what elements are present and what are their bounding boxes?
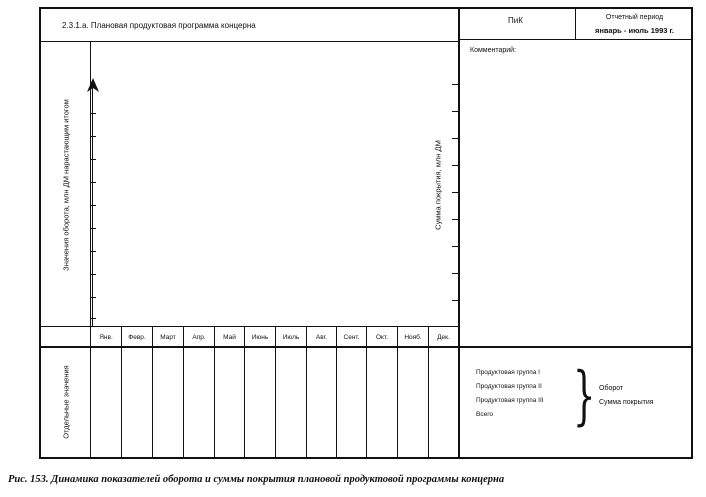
y-tick — [90, 297, 96, 298]
right-y-tick — [452, 219, 458, 220]
right-y-tick — [452, 246, 458, 247]
right-y-tick — [452, 111, 458, 112]
y-tick — [90, 274, 96, 275]
right-axis-label: Сумма покрытия, млн ДМ — [433, 140, 443, 230]
month-label-sep: Сент. — [343, 333, 360, 341]
right-y-tick — [452, 165, 458, 166]
month-label-oct: Окт. — [375, 333, 389, 341]
figure-caption: Рис. 153. Динамика показателей оборота и суммы покрытия плановой продуктовой программы концерна — [8, 474, 505, 485]
month-label-jul: Июль — [282, 333, 300, 341]
right-y-tick — [452, 300, 458, 301]
y-axis-arrow-icon — [87, 78, 99, 92]
legend-turnover: Оборот — [599, 385, 624, 392]
right-y-tick — [452, 273, 458, 274]
y-axis-line — [92, 88, 93, 326]
month-label-aug: Авг. — [315, 333, 328, 341]
month-label-apr: Апр. — [192, 333, 206, 341]
header-divider-right — [575, 7, 576, 40]
left-axis-label: Значения оборота, млн ДМ нарастающим итогом — [61, 99, 71, 271]
y-tick — [90, 318, 96, 319]
doc-title: 2.3.1.а. Плановая продуктовая программа концерна — [62, 21, 256, 30]
y-tick — [90, 136, 96, 137]
bottom-row-label: Отдельные значения — [61, 365, 71, 439]
right-y-tick — [452, 84, 458, 85]
month-label-feb: Февр. — [128, 333, 146, 341]
header-bottom-line-right — [459, 39, 693, 40]
month-label-jan: Янв. — [99, 333, 113, 341]
month-label-dec: Дек. — [437, 333, 450, 341]
period-value: январь - июль 1993 г. — [595, 26, 674, 35]
brace-icon: } — [573, 359, 596, 433]
legend-item-group-1: Продуктовая группа I — [476, 369, 540, 376]
month-label-mar: Март — [160, 333, 176, 341]
y-tick — [90, 113, 96, 114]
month-label-nov: Нояб. — [404, 333, 422, 341]
legend-item-group-2: Продуктовая группа II — [476, 383, 542, 390]
month-label-may: Май — [223, 333, 236, 341]
period-label: Отчетный период — [605, 14, 664, 21]
y-tick — [90, 182, 96, 183]
right-y-tick — [452, 138, 458, 139]
legend-item-group-3: Продуктовая группа III — [476, 397, 544, 404]
y-tick — [90, 159, 96, 160]
y-tick — [90, 251, 96, 252]
brand-label: ПиК — [508, 16, 523, 25]
legend-item-total: Всего — [476, 411, 494, 418]
chart-left-border — [90, 41, 91, 459]
y-tick — [90, 228, 96, 229]
header-bottom-line — [39, 41, 459, 42]
legend-contribution: Сумма покрытия — [599, 399, 654, 406]
right-y-tick — [452, 192, 458, 193]
header-divider-left — [458, 7, 460, 459]
y-tick — [90, 205, 96, 206]
month-label-jun: Июнь — [251, 333, 269, 341]
comments-label: Комментарий: — [470, 47, 517, 54]
